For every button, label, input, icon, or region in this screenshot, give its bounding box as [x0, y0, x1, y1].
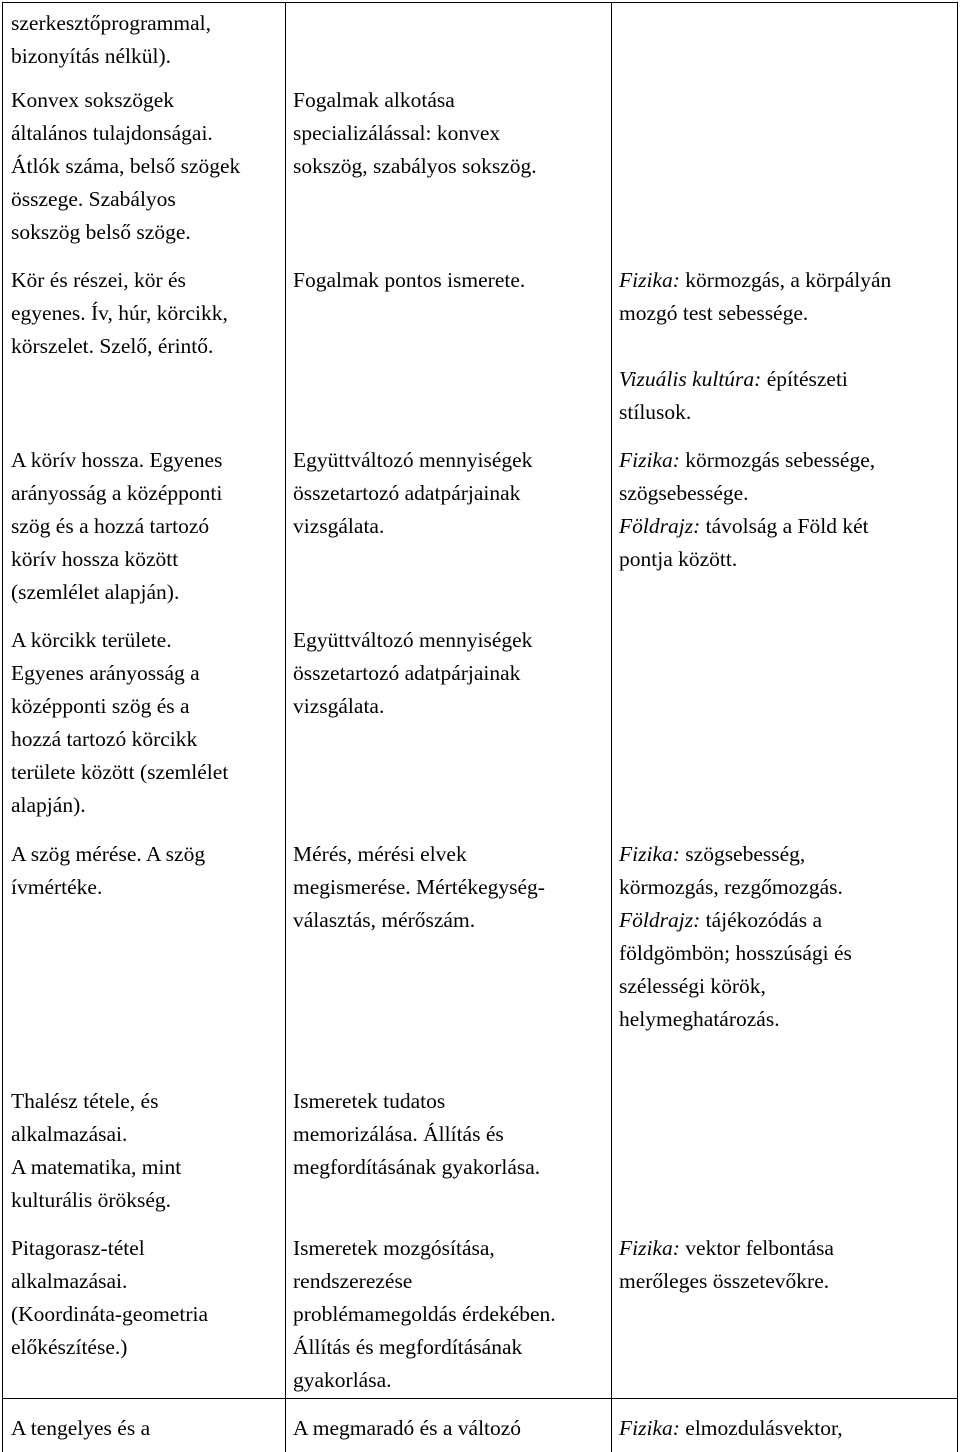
topic-cell-0: szerkesztőprogrammal, bizonyítás nélkül).: [11, 11, 211, 68]
development-cell-6: Ismeretek tudatos memorizálása. Állítás és megfordításának gyakorlása.: [293, 1089, 541, 1179]
row-divider: [2, 1398, 958, 1399]
topic-cell-8: A tengelyes és a: [11, 1416, 151, 1440]
links-cell-3: Fizika: körmozgás sebessége, szögsebessége. Földrajz: távolság a Föld két pontja között.: [619, 448, 876, 571]
table-border-col2: [611, 2, 612, 1452]
development-cell-3: Együttváltozó mennyiségek összetartozó adatpárjainak vizsgálata.: [293, 448, 533, 538]
table-border-top: [2, 2, 958, 3]
topic-cell-1: Konvex sokszögek általános tulajdonságai. Átlók száma, belső szögek összege. Szabályos sokszög belső szöge.: [11, 88, 241, 244]
links-cell-8: Fizika: elmozdulásvektor,: [619, 1416, 843, 1440]
links-cell-7: Fizika: vektor felbontása merőleges összetevőkre.: [619, 1236, 834, 1293]
development-cell-1: Fogalmak alkotása specializálással: konvex sokszög, szabályos sokszög.: [293, 88, 537, 178]
development-cell-4: Együttváltozó mennyiségek összetartozó adatpárjainak vizsgálata.: [293, 628, 533, 718]
development-cell-5: Mérés, mérési elvek megismerése. Mértékegység- választás, mérőszám.: [293, 842, 545, 932]
topic-cell-2: Kör és részei, kör és egyenes. Ív, húr, körcikk, körszelet. Szelő, érintő.: [11, 268, 228, 358]
links-cell-5: Fizika: szögsebesség, körmozgás, rezgőmozgás. Földrajz: tájékozódás a földgömbön; hosszúsági és szélességi körök, helymeghatározás.: [619, 842, 852, 1031]
topic-cell-3: A körív hossza. Egyenes arányosság a középponti szög és a hozzá tartozó körív hossza között (szemlélet alapján).: [11, 448, 223, 604]
development-cell-8: A megmaradó és a változó: [293, 1416, 522, 1440]
topic-cell-5: A szög mérése. A szög ívmértéke.: [11, 842, 206, 899]
topic-cell-4: A körcikk területe. Egyenes arányosság a középponti szög és a hozzá tartozó körcikk területe között (szemlélet alapján).: [11, 628, 229, 817]
table-border-left: [2, 2, 3, 1452]
table-border-right: [957, 2, 958, 1452]
topic-cell-6: Thalész tétele, és alkalmazásai. A matematika, mint kulturális örökség.: [11, 1089, 182, 1212]
development-cell-7: Ismeretek mozgósítása, rendszerezése problémamegoldás érdekében. Állítás és megfordításának gyakorlása.: [293, 1236, 556, 1392]
topic-cell-7: Pitagorasz-tétel alkalmazásai. (Koordináta-geometria előkészítése.): [11, 1236, 208, 1359]
links-cell-2: Fizika: körmozgás, a körpályán mozgó test sebessége. Vizuális kultúra: építészeti stílusok.: [619, 268, 892, 424]
development-cell-2: Fogalmak pontos ismerete.: [293, 268, 526, 292]
table-border-col1: [285, 2, 286, 1452]
